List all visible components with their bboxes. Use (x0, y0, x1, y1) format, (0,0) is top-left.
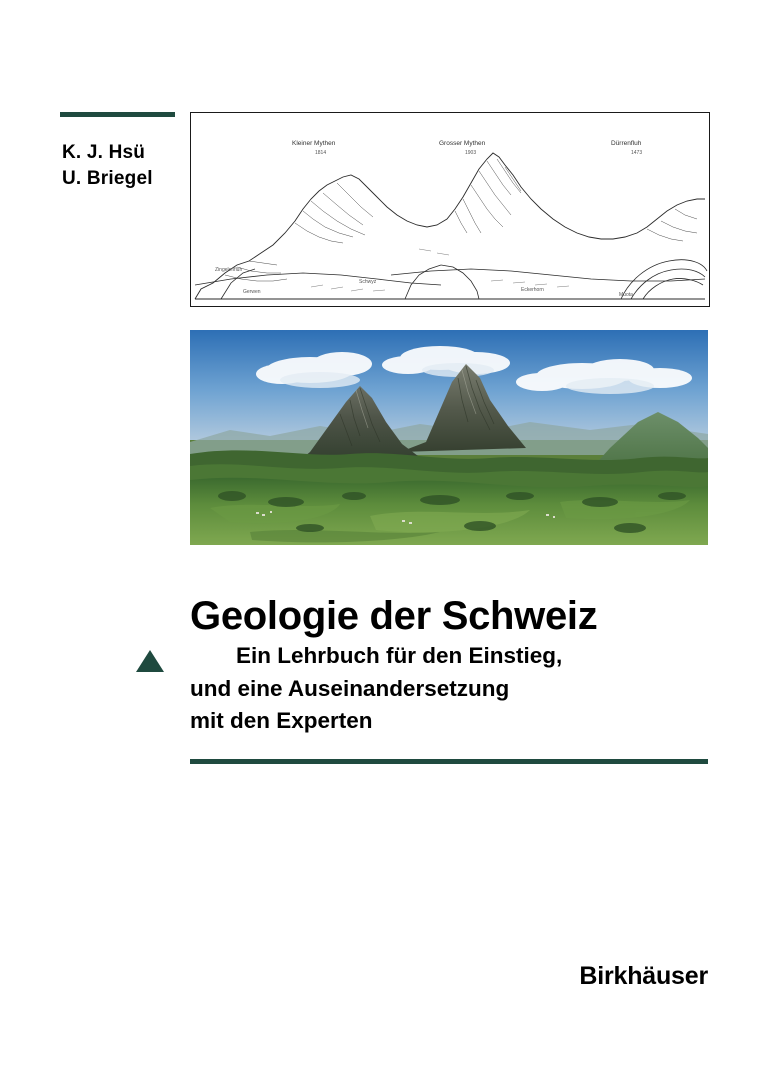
sketch-peak-label-1: Kleiner Mythen (292, 140, 336, 147)
sketch-ground-label-3: Schwyz (359, 279, 377, 285)
author-1: K. J. Hsü (62, 142, 146, 163)
publisher-name: Birkhäuser (579, 962, 708, 990)
geological-panorama-sketch (190, 112, 710, 307)
subtitle-line-3: mit den Experten (190, 708, 373, 734)
sketch-peak-elev-2: 1903 (465, 150, 477, 156)
author-2: U. Briegel (62, 167, 153, 189)
book-title: Geologie der Schweiz (190, 593, 598, 638)
subtitle-line-1: Ein Lehrbuch für den Einstieg, (236, 643, 563, 668)
authors-block (62, 140, 192, 191)
bottom-rule (190, 759, 708, 764)
sketch-ground-label-1: Zingelenfluh (215, 267, 243, 273)
sketch-ground-label-4: Eckerhorn (521, 287, 544, 293)
sketch-ground-label-5: Muota (619, 292, 633, 298)
book-subtitle (190, 640, 710, 738)
sketch-peak-label-3: Dürrenfluh (611, 140, 642, 147)
sketch-peak-elev-1: 1814 (315, 150, 327, 156)
sketch-peak-elev-3: 1473 (631, 150, 643, 156)
top-left-rule (60, 112, 175, 117)
cover-photograph (190, 330, 708, 545)
sketch-ground-label-2: Gerwen (243, 289, 261, 295)
subtitle-line-2: und eine Auseinandersetzung (190, 675, 510, 701)
triangle-bullet-icon (136, 650, 164, 672)
sketch-peak-label-2: Grosser Mythen (439, 140, 486, 147)
